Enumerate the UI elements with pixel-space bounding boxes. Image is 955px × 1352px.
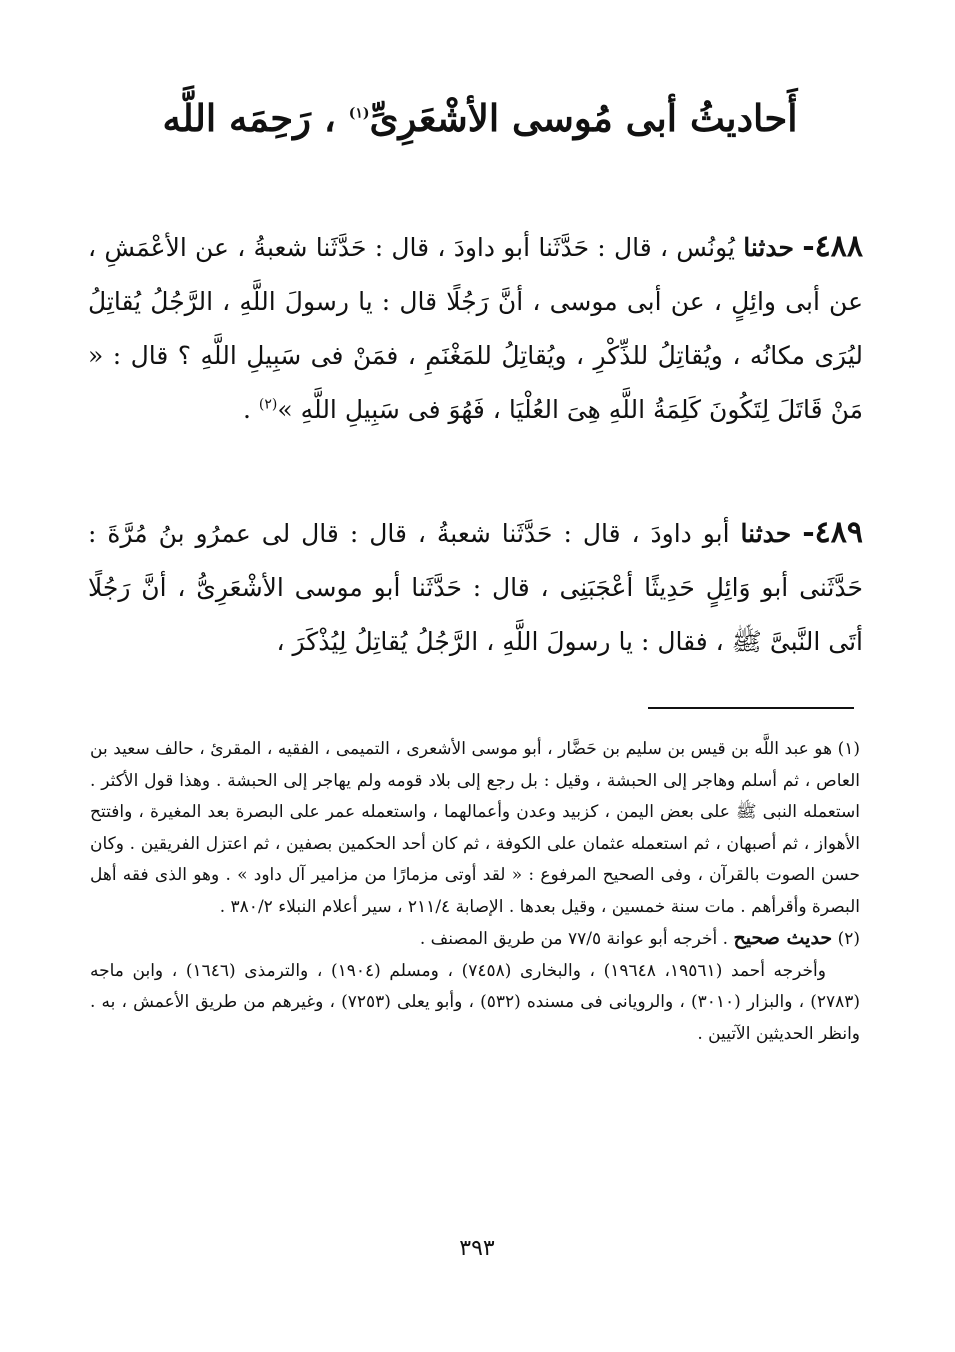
footnotes: [90, 734, 860, 1050]
hadith-number: ٤٨٩-: [802, 515, 863, 550]
page-number: ٣٩٣: [459, 1236, 495, 1261]
hadith-text: أبو داودَ ، قال : حَدَّثَنا شعبةُ ، قال : قال لى عمرُو بنُ مُرَّةَ : حَدَّثَنى أبو وَائِلٍ حَدِيثًا أعْجَبَنِى ، قال : حَدَّثَنا أبو موسى الأشْعَرِىُّ ، أنَّ رَجُلًا أتَى النَّبىَّ ﷺ ، فقال : يا رسولَ اللَّهِ ، الرَّجُلُ يُقاتِلُ لِيُذْكَرَ ،: [88, 519, 863, 656]
hadith-number: ٤٨٨-: [802, 229, 863, 264]
chapter-title-text: أَحاديثُ أبى مُوسى الأشْعَرِىِّ: [369, 96, 798, 140]
chapter-title-suffix: ، رَحِمَه اللَّه: [162, 96, 336, 140]
hadith-end: .: [243, 395, 259, 424]
footnote-separator: [648, 707, 854, 709]
footnote-2: [90, 923, 860, 956]
footnote-1: (١) هو عبد اللَّه بن قيس بن سليم بن حَضَّار ، أبو موسى الأشعرى ، التميمى ، الفقيه ، المقرئ ، حالف سعيد بن العاص ، ثم أسلم وهاجر إلى الحبشة ، وقيل : بل رجع إلى بلاد قومه ولم يهاجر إلى الحبشة . وهذا قول الأكثر . استعمله النبى ﷺ على بعض اليمن ، كزبيد وعدن وأعمالهما ، واستعمله عمر على البصرة بعد المغيرة ، وافتتح الأهواز ، ثم أصبهان ، ثم استعمله عثمان على الكوفة ، ثم كان أحد الحكمين بصفين ، ثم اعتزل الفريقين . وكان حسن الصوت بالقرآن ، وفى الصحيح المرفوع : « لقد أوتى مزمارًا من مزامير آل داود » . وهو الذى فقه أهل البصرة وأقرأهم . مات سنة خمسين ، وقيل بعدها . الإصابة ٢١١/٤ ، سير أعلام النبلاء ٣٨٠/٢ .: [90, 739, 860, 917]
footnote-ref-1[interactable]: (١): [348, 105, 370, 122]
hadith-489: [88, 506, 863, 669]
hadith-text: يُونُس ، قال : حَدَّثَنا أبو داودَ ، قال : حَدَّثَنا شعبةُ ، عن الأعْمَشِ ، عن أبى وائِلٍ ، عن أبى موسى ، أنَّ رَجُلًا قال : يا رسولَ اللَّهِ ، الرَّجُلُ يُقاتِلُ ليُرَى مكانُه ، ويُقاتِلُ للذِّكْرِ ، ويُقاتِلُ للمَغْنَمِ ، فمَنْ فى سَبِيلِ اللَّهِ ؟ قال : « مَنْ قَاتَلَ لِتَكُونَ كَلِمَةُ اللَّهِ هِىَ العُلْيَا ، فَهُوَ فى سَبِيلِ اللَّهِ »: [88, 233, 863, 424]
footnote-2-text: . أخرجه أبو عوانة ٧٧/٥ من طريق المصنف .: [419, 929, 729, 949]
footnote-ref-2[interactable]: (٢): [258, 396, 278, 413]
footnote-2-label: حديث صحيح: [733, 927, 833, 949]
hadith-opening: حدثنا: [743, 233, 794, 262]
chapter-title: [150, 88, 810, 148]
hadith-opening: حدثنا: [740, 519, 792, 548]
footnote-2-number: (٢): [837, 929, 860, 949]
footnote-2-continuation: وأخرجه أحمد (١٩٥٦١، ١٩٦٤٨) ، والبخارى (٧٤٥٨) ، ومسلم (١٩٠٤) ، والترمذى (١٦٤٦) ، وابن ماجه (٢٧٨٣) ، والبزار (٣٠١٠) ، والرويانى فى مسنده (٥٣٢) ، وأبو يعلى (٧٢٥٣) ، وغيرهم من طريق الأعمش ، به . وانظر الحديثين الآتيين .: [90, 960, 860, 1044]
hadith-488: [88, 220, 863, 437]
